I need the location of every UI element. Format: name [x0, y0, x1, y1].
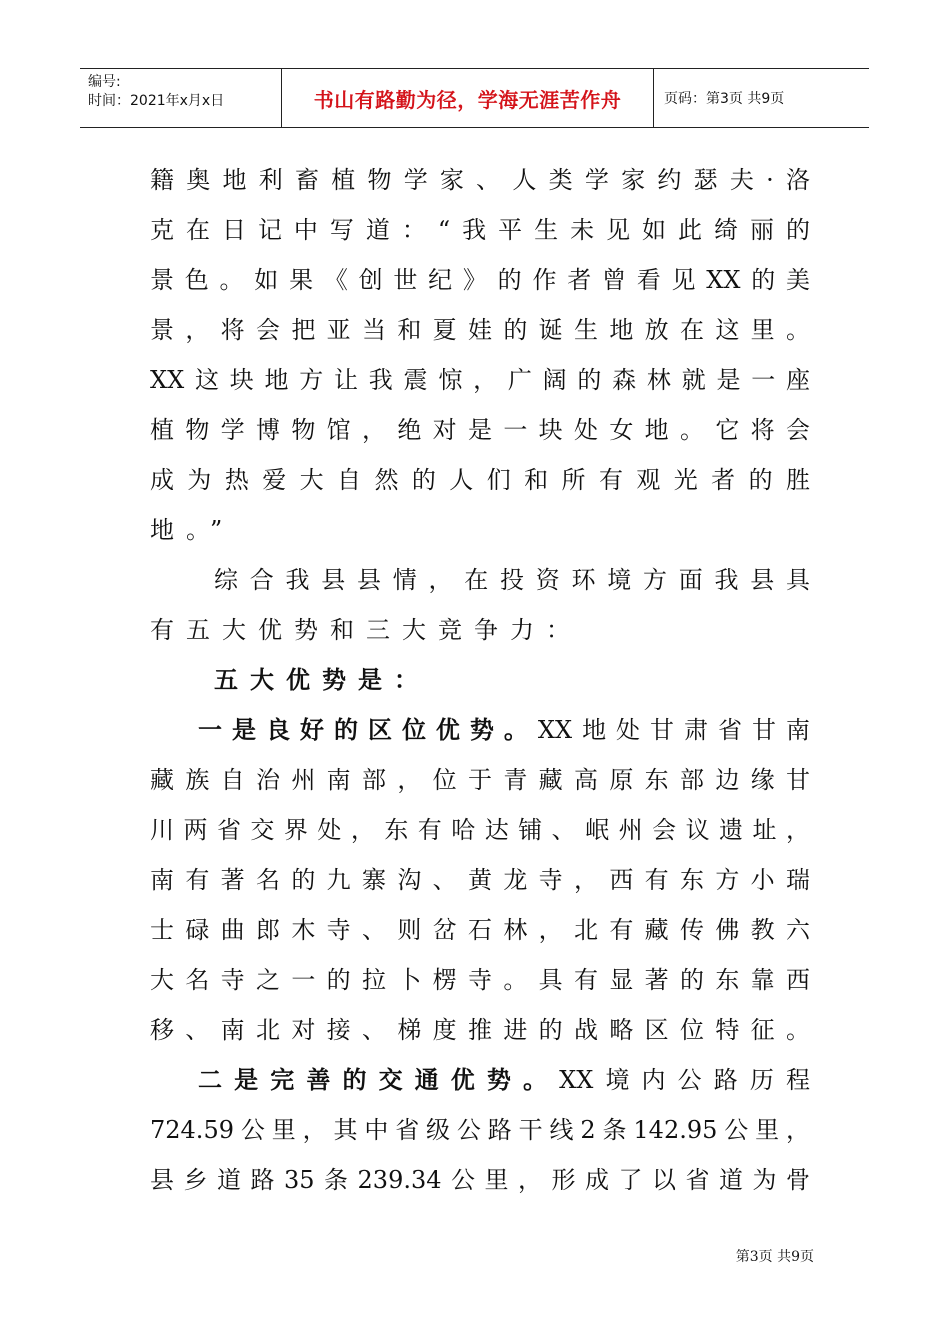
text-line: 地。”: [150, 516, 235, 544]
text-line: XX这块地方让我震惊，广阔的森林就是一座: [150, 366, 810, 394]
advantage-1-text: XX地处甘肃省甘南: [537, 716, 811, 744]
text-line: 籍奥地利畜植物学家、人类学家约瑟夫·洛: [150, 166, 810, 194]
text-line: 大名寺之一的拉卜楞寺。具有显著的东靠西: [150, 966, 810, 994]
text-line: 景，将会把亚当和夏娃的诞生地放在这里。: [150, 316, 810, 344]
doc-number-label: 编号:: [88, 74, 121, 90]
text-line: 移、南北对接、梯度推进的战略区位特征。: [150, 1016, 810, 1044]
text-line: 川两省交界处，东有哈达铺、岷州会议遗址，: [150, 816, 810, 844]
page-header: [80, 68, 869, 128]
header-page-number: 页码：第3页 共9页: [664, 91, 785, 107]
text-line: 县乡道路35条239.34公里，形成了以省道为骨: [150, 1166, 810, 1194]
advantage-2-line: [150, 1055, 810, 1105]
doc-time-label: 时间：2021年x月x日: [88, 93, 225, 109]
text-line: 有五大优势和三大竞争力：: [150, 616, 582, 644]
text-line: 景色。如果《创世纪》的作者曾看见XX的美: [150, 266, 810, 294]
header-meta: [80, 69, 282, 127]
paragraph-start: 综合我县县情，在投资环境方面我县具: [214, 566, 810, 594]
advantage-2-heading: 二是完善的交通优势。: [198, 1065, 560, 1094]
text-line: 克在日记中写道：“我平生未见如此绮丽的: [150, 216, 810, 244]
text-line: 藏族自治州南部，位于青藏高原东部边缘甘: [150, 766, 810, 794]
document-body: [150, 155, 810, 1205]
text-line: 南有著名的九寨沟、黄龙寺，西有东方小瑞: [150, 866, 810, 894]
page-footer: 第3页 共9页: [735, 1249, 814, 1265]
advantage-2-text: XX境内公路历程: [559, 1066, 811, 1094]
text-line: 士碌曲郎木寺、则岔石林，北有藏传佛教六: [150, 916, 810, 944]
advantage-1-heading: 一是良好的区位优势。: [198, 715, 538, 744]
text-line: 724.59公里，其中省级公路干线2条142.95公里，: [150, 1116, 810, 1144]
section-heading: 五大优势是：: [214, 665, 430, 694]
text-line: 植物学博物馆，绝对是一块处女地。它将会: [150, 416, 810, 444]
advantage-1-line: [150, 705, 810, 755]
text-line: 成为热爱大自然的人们和所有观光者的胜: [150, 466, 810, 494]
header-motto: 书山有路勤为径，学海无涯苦作舟: [282, 69, 654, 127]
